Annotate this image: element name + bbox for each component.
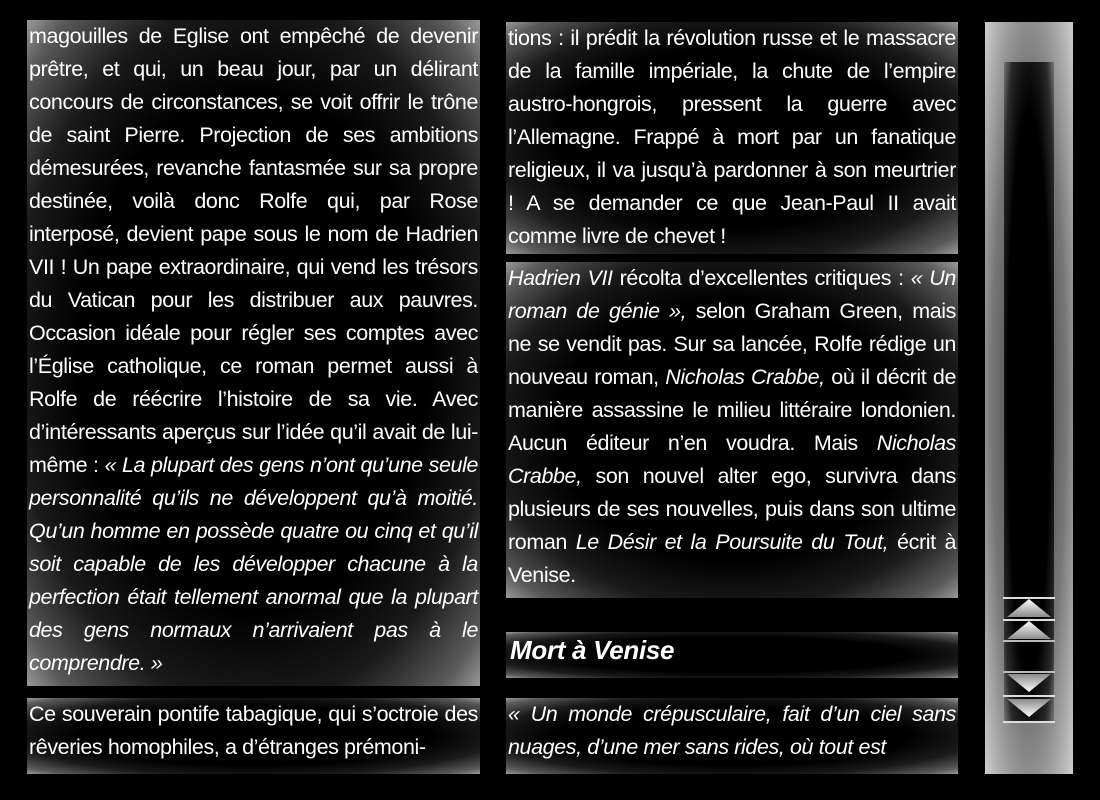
paragraph-pontife: Ce souverain pontife tabagique, qui s’octroie des rêveries homophiles, a d’étranges prémoni- — [29, 702, 478, 759]
scroll-down-button[interactable] — [1001, 670, 1057, 726]
scroll-panel — [985, 22, 1073, 774]
double-down-arrow-icon — [1001, 670, 1057, 726]
text-block-6 — [506, 698, 958, 774]
section-heading: Mort à Venise — [510, 635, 675, 665]
paragraph-quote-venise: « Un monde crépusculaire, fait d’un ciel sans nuages, d’une mer sans rides, où tout est — [508, 702, 956, 759]
paragraph-text: récolta d’excellentes critiques : — [612, 266, 911, 290]
book-title: Nicholas Crabbe, — [665, 365, 825, 389]
paragraph-text: son nouvel alter ego, survivra dans plusieurs de ses nouvelles, puis dans son ultime roman — [508, 464, 956, 554]
paragraph-critiques — [508, 262, 956, 592]
quote-text: « La plupart des gens n’ont qu’une seule personnalité qu’ils ne développent qu’à moitié. Qu’un homme en possède quatre ou cinq et qu’il soit capable de les développer chacune à la perfection était tellement anormal que la plupart des gens normaux n’arrivaient pas à le comprendre. » — [29, 453, 479, 675]
paragraph-text: où il décrit de manière assassine le milieu littéraire londonien. Aucun éditeur n’en voudra. Mais — [508, 365, 956, 455]
heading-block — [506, 632, 958, 678]
paragraph-text: magouilles de Eglise ont empêché de devenir prêtre, et qui, un beau jour, par un délirant concours de circonstances, se voit offrir le trône de saint Pierre. Projection de ses ambitions démesurées, revanche fantasmée sur sa propre destinée, voilà donc Rolfe qui, par Rose interposé, devient pape sous le nom de Hadrien VII ! Un pape extraordinaire, qui vend les trésors du Vatican pour les distribuer aux pauvres. Occasion idéale pour régler ses comptes avec l’Église catholique, ce roman permet aussi à Rolfe de réécrire l’histoire de sa vie. Avec d’intéressants aperçus sur l’idée qu’il avait de lui-même : — [29, 24, 478, 477]
paragraph-premonitions: tions : il prédit la révolution russe et le massacre de la famille impériale, la chute de l’empire austro-hongrois, pressent la guerre avec l’Allemagne. Frappé à mort par un fanatique religieux, il va jusqu’à pardonner à son meurtrier ! A se demander ce que Jean-Paul II avait comme livre de chevet ! — [508, 26, 956, 248]
text-block-3 — [506, 22, 958, 254]
quote-text: « Un roman de génie », — [508, 266, 956, 323]
paragraph-text: écrit à Venise. — [508, 530, 957, 587]
text-block-4 — [506, 262, 958, 598]
paragraph-hadrien — [29, 20, 478, 680]
text-block-2 — [27, 698, 480, 774]
book-title: Le Désir et la Poursuite du Tout, — [575, 530, 889, 554]
book-title: Hadrien VII — [508, 266, 613, 290]
paragraph-text: selon Graham Green, mais ne se vendit pas. Sur sa lancée, Rolfe rédige un nouveau roman, — [508, 299, 956, 389]
text-block-1 — [27, 20, 480, 686]
double-up-arrow-icon — [1001, 596, 1057, 644]
book-title: Nicholas Crabbe, — [508, 431, 956, 488]
scroll-up-button[interactable] — [1001, 596, 1057, 644]
